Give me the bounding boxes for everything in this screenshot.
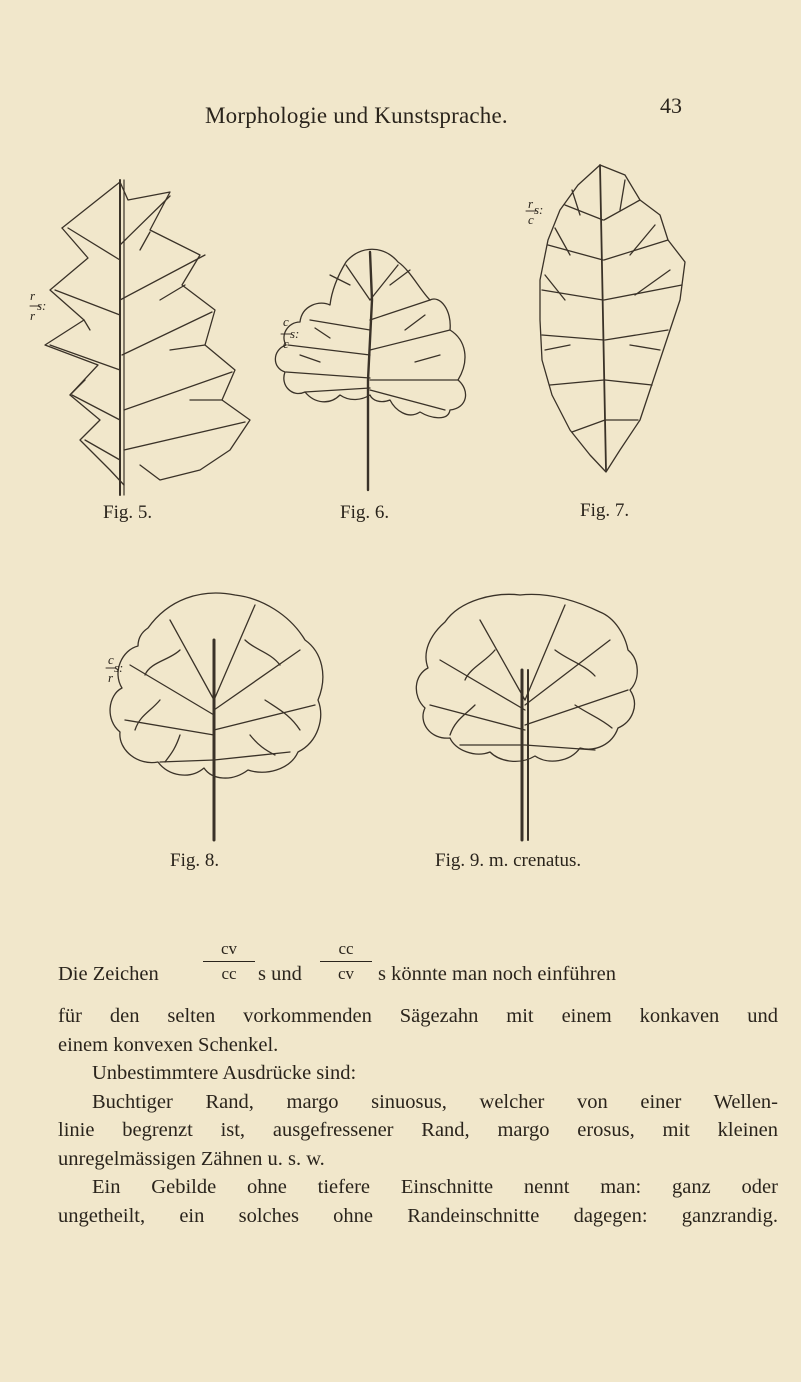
text-line-6: unregelmässigen Zähnen u. s. w. bbox=[58, 1147, 325, 1170]
text-line-1: für den selten vorkommenden Sägezahn mit einem konkaven und bbox=[58, 1005, 778, 1027]
fig7-label-top: r bbox=[528, 196, 534, 211]
fig9-caption: Fig. 9. m. crenatus. bbox=[435, 850, 582, 871]
text-line-8: ungetheilt, ein solches ohne Randeinschnitte dagegen: ganzrandig. bbox=[58, 1204, 778, 1227]
formula-prefix: Die Zeichen bbox=[58, 963, 159, 985]
formula-suffix: s könnte man noch einführen bbox=[378, 963, 616, 985]
fig6-leaf-drawing bbox=[275, 249, 465, 490]
fig6-caption: Fig. 6. bbox=[340, 502, 390, 523]
fraction1-numerator: cv bbox=[220, 939, 238, 958]
fig7-leaf-drawing bbox=[540, 165, 685, 472]
fig6-label-side: s: bbox=[290, 326, 300, 341]
text-line-4: Buchtiger Rand, margo sinuosus, welcher von einer Wellen- bbox=[92, 1090, 778, 1113]
text-line-3: Unbestimmtere Ausdrücke sind: bbox=[92, 1062, 357, 1084]
text-line-7: Ein Gebilde ohne tiefere Einschnitte nennt man: ganz oder bbox=[92, 1176, 778, 1198]
fig6-label-top: c bbox=[283, 314, 289, 329]
fraction2-denominator: cv bbox=[337, 964, 355, 983]
running-title: Morphologie und Kunstsprache. bbox=[205, 103, 508, 128]
formula-mid: s und bbox=[258, 963, 302, 985]
fig8-leaf-drawing bbox=[110, 593, 323, 840]
fig6-label-bottom: c bbox=[283, 336, 289, 351]
fig5-label-side: s: bbox=[37, 298, 47, 313]
fig8-label-bottom: r bbox=[108, 670, 114, 685]
fig5-leaf-drawing bbox=[45, 180, 250, 495]
fig5-label-top: r bbox=[30, 288, 36, 303]
fig7-label-side: s: bbox=[534, 202, 544, 217]
text-line-2: einem konvexen Schenkel. bbox=[58, 1033, 279, 1056]
fig5-caption: Fig. 5. bbox=[103, 502, 153, 523]
page-number: 43 bbox=[660, 93, 682, 118]
text-line-5: linie begrenzt ist, ausgefressener Rand, margo erosus, mit kleinen bbox=[58, 1119, 778, 1141]
fraction-cc-cv bbox=[320, 940, 372, 983]
fraction1-bar bbox=[203, 961, 255, 962]
fraction2-numerator: cc bbox=[338, 939, 354, 958]
fig7-caption: Fig. 7. bbox=[580, 500, 630, 521]
fraction2-bar bbox=[320, 961, 372, 962]
body-text bbox=[58, 939, 778, 1230]
fig5-label-bottom: r bbox=[30, 308, 36, 323]
formula-line bbox=[58, 940, 778, 1002]
fig8-caption: Fig. 8. bbox=[170, 850, 220, 871]
fig8-label-side: s: bbox=[114, 660, 124, 675]
fraction1-denominator: cc bbox=[221, 964, 237, 983]
fig9-leaf-drawing bbox=[416, 594, 637, 840]
fig8-label-top: c bbox=[108, 652, 114, 667]
fig7-label-bottom: c bbox=[528, 212, 534, 227]
fraction-cv-cc bbox=[203, 940, 255, 983]
